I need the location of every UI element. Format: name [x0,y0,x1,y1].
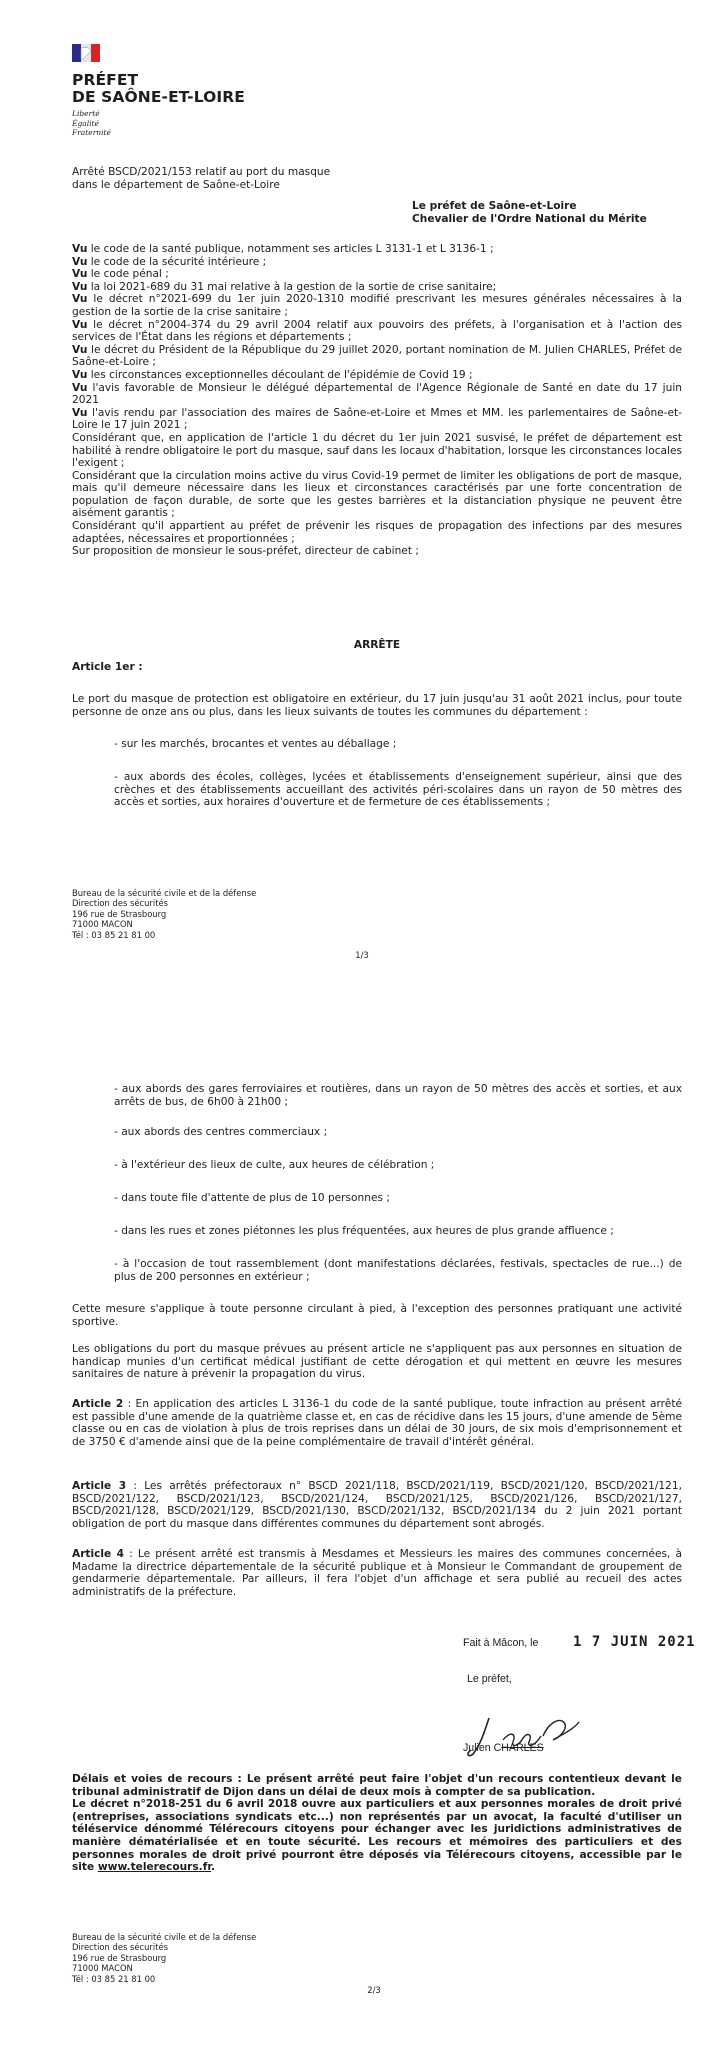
article-1-item-schools: - aux abords des écoles, collèges, lycées et établissements d'enseignement supérieur, ainsi que des crèches et des établissements accueillant des activités péri-scolaires dans un rayon de 50 mètres des accès et sorties, aux horaires d'ouverture et de fermeture de ces établissements ; [114,771,682,809]
visa-text: Considérant que la circulation moins active du virus Covid-19 permet de limiter les obligations de port de masque, mais qu'il demeure nécessaire dans les lieux et circonstances caractérisés par une forte concentration de population de façon durable, de sorte que les gestes barrières et la distanciation physique ne peuvent être aisément garantis ; [72,469,682,520]
devise [72,109,111,138]
visa-item [72,319,682,344]
visa-item [72,369,682,382]
visa-item [72,268,682,281]
article-2-title: Article 2 [72,1398,124,1410]
prefet-heading-line-1: Le préfet de Saône-et-Loire [412,200,577,212]
article-3-title: Article 3 [72,1480,127,1492]
visa-text: l'avis rendu par l'association des maires de Saône-et-Loire et Mmes et MM. les parlementaires de Saône-et-Loire le 17 juin 2021 ; [72,406,682,432]
visa-text: le décret n°2021-699 du 1er juin 2020-1310 modifié prescrivant les mesures générales nécessaires à la gestion de la sortie de la crise sanitaire ; [72,293,682,318]
visa-lead: Vu [72,268,88,281]
article-1-item-markets: - sur les marchés, brocantes et ventes au déballage ; [114,738,397,750]
fait-a: Fait à Mâcon, le [463,1637,539,1649]
recours-paragraph-2 [72,1798,682,1874]
article-3-text: : Les arrêtés préfectoraux n° BSCD 2021/118, BSCD/2021/119, BSCD/2021/120, BSCD/2021/121, BSCD/2021/122, BSCD/2021/123, BSCD/2021/124, BSCD/2021/125, BSCD/2021/126, BSCD/2021/127, BSCD/2021/128, BSCD/2021/129, BSCD/2021/130, BSCD/2021/132, BSCD/2021/134 du 2 juin 2021 portant obligation de port du masque dans différentes communes du département sont abrogés. [72,1480,682,1530]
visa-text: le code pénal ; [87,268,169,281]
footer-line: Tél : 03 85 21 81 00 [72,1973,156,1984]
article-1-item-queues: - dans toute file d'attente de plus de 10 personnes ; [114,1192,390,1204]
article-1-item-shopping: - aux abords des centres commerciaux ; [114,1126,328,1138]
visa-text: l'avis favorable de Monsieur le délégué départemental de l'Agence Régionale de Santé en date du 17 juin 2021 [72,381,682,407]
logo-line-2: DE SAÔNE-ET-LOIRE [72,88,245,106]
visa-text: les circonstances exceptionnelles découlant de l'épidémie de Covid 19 ; [87,368,473,381]
visa-item [72,243,682,256]
article-2 [72,1398,682,1448]
recours-paragraph-2-end: . [211,1861,216,1874]
footer-line: 71000 MACON [72,919,133,930]
visa-item [72,281,682,294]
recours-section [72,1773,682,1874]
footer-line: Direction des sécurités [72,1942,168,1953]
marianne-logo-icon [72,44,100,62]
visa-item [72,293,682,318]
telerecours-link[interactable]: www.telerecours.fr [97,1861,212,1874]
visa-item [72,545,682,558]
visa-lead: Vu [72,293,88,306]
page-number-2: 2/3 [367,1985,381,1995]
devise-liberte: Liberté [72,109,100,118]
arrete-title: ARRÊTE [353,639,401,651]
article-4 [72,1548,682,1598]
article-1-intro: Le port du masque de protection est obligatoire en extérieur, du 17 juin jusqu'au 31 août 2021 inclus, pour toute personne de onze ans ou plus, dans les lieux suivants de toutes les communes du département : [72,693,682,718]
prefet-heading-line-2: Chevalier de l'Ordre National du Mérite [412,212,647,225]
article-1-item-streets: - dans les rues et zones piétonnes les plus fréquentées, aux heures de plus grande affluence ; [114,1225,614,1237]
visa-text: le code de la sécurité intérieure ; [87,255,267,268]
arrete-reference [72,166,392,191]
page-number-1: 1/3 [355,950,369,960]
footer-line: Bureau de la sécurité civile et de la défense [72,888,257,898]
visa-item [72,407,682,432]
footer-address-2 [72,1932,332,1984]
footer-address [72,888,332,940]
devise-egalite: Égalité [72,118,99,128]
footer-line: Tél : 03 85 21 81 00 [72,929,156,940]
visa-text: Sur proposition de monsieur le sous-préfet, directeur de cabinet ; [72,545,419,558]
visa-lead: Vu [72,255,88,268]
article-4-title: Article 4 [72,1548,125,1560]
article-1-scope: Cette mesure s'applique à toute personne circulant à pied, à l'exception des personnes pratiquant une activité sportive. [72,1303,682,1328]
visa-lead: Vu [72,381,88,394]
logo-line-1: PRÉFET [72,71,139,89]
recours-paragraph-2-text: Le décret n°2018-251 du 6 avril 2018 ouvre aux particuliers et aux personnes morales de droit privé (entreprises, associations syndicats etc...) non représentés par un avocat, la faculté d'utiliser un téléservice dénommé Télérecours citoyens pour échanger avec les juridictions administratives de manière dématérialisée et en toute sécurité. Les recours et mémoires des particuliers et des personnes morales de droit privé pourront être déposés via Télérecours citoyens, accessible par le site [72,1798,682,1874]
footer-line: 71000 MACON [72,1963,133,1974]
visa-lead: Vu [72,280,88,293]
visa-item [72,256,682,269]
prefet-heading [412,200,712,225]
visa-lead: Vu [72,368,88,381]
visa-item [72,344,682,369]
visa-item [72,432,682,470]
visa-lead: Vu [72,406,88,419]
visa-lead: Vu [72,343,88,356]
le-prefet: Le préfet, [467,1673,512,1685]
article-4-text: : Le présent arrêté est transmis à Mesdames et Messieurs les maires des communes concernées, à Madame la directrice départementale de la sécurité publique et à Monsieur le Commandant de groupement de gendarmerie départementale. Par ailleurs, il fera l'objet d'un affichage et sera publié au recueil des actes administratifs de la préfecture. [72,1548,682,1598]
reference-line-1: Arrêté BSCD/2021/153 relatif au port du masque [72,166,331,178]
footer-line: Bureau de la sécurité civile et de la défense [72,1932,257,1942]
visas-list [72,243,682,558]
recours-paragraph-1: Délais et voies de recours : Le présent arrêté peut faire l'objet d'un recours contentieux devant le tribunal administratif de Dijon dans un délai de deux mois à compter de sa publication. [72,1773,682,1798]
visa-text: Considérant qu'il appartient au préfet de prévenir les risques de propagation des infections par des mesures adaptées, nécessaires et proportionnées ; [72,520,682,545]
devise-fraternite: Fraternité [72,128,111,137]
visa-item [72,470,682,520]
visa-item [72,382,682,407]
visa-item [72,520,682,545]
footer-line: Direction des sécurités [72,898,168,909]
article-1-item-worship: - à l'extérieur des lieux de culte, aux heures de célébration ; [114,1159,435,1171]
footer-line: 196 rue de Strasbourg [72,1952,167,1963]
footer-line: 196 rue de Strasbourg [72,908,167,919]
visa-text: le code de la santé publique, notamment ses articles L 3131-1 et L 3136-1 ; [87,243,494,255]
visa-text: Considérant que, en application de l'article 1 du décret du 1er juin 2021 susvisé, le préfet de département est habilité à rendre obligatoire le port du masque, sauf dans les locaux d'habitation, lorsque les circonstances locales l'exigent ; [72,431,682,470]
article-3 [72,1480,682,1530]
article-2-text: : En application des articles L 3136-1 du code de la santé publique, toute infraction au présent arrêté est passible d'une amende de la quatrième classe et, en cas de récidive dans les 15 jours, d'une amende de 5ème classe ou en cas de violation à plus de trois reprises dans un délai de 30 jours, de six mois d'emprisonnement et de 3750 € d'amende ainsi que de la peine complémentaire de travail d'intérêt général. [72,1398,682,1448]
date-stamp: 1 7 JUIN 2021 [573,1634,696,1650]
visa-text: la loi 2021-689 du 31 mai relative à la gestion de la sortie de crise sanitaire; [87,280,497,293]
page-1 [0,0,724,1010]
reference-line-2: dans le département de Saône-et-Loire [72,178,280,191]
signatory-name [463,1742,544,1754]
logo-title [72,72,245,106]
visa-lead: Vu [72,318,88,331]
visa-text: le décret du Président de la République du 29 juillet 2020, portant nomination de M. Julien CHARLES, Préfet de Saône-et-Loire ; [72,343,682,369]
article-1-item-stations: - aux abords des gares ferroviaires et routières, dans un rayon de 50 mètres des accès et sorties, et aux arrêts de bus, de 6h00 à 21h00 ; [114,1083,682,1108]
signatory-name-struck: HARLES [501,1742,544,1754]
article-1-exemption: Les obligations du port du masque prévues au présent article ne s'appliquent pas aux personnes en situation de handicap munies d'un certificat médical justifiant de cette dérogation et qui mettent en œuvre les mesures sanitaires de nature à prévenir la propagation du virus. [72,1343,682,1381]
signatory-name-first: Julien C [463,1742,502,1754]
visa-lead: Vu [72,243,88,255]
visa-text: le décret n°2004-374 du 29 avril 2004 relatif aux pouvoirs des préfets, à l'organisation et à l'action des services de l'État dans les régions et départements ; [72,318,682,344]
article-1-title: Article 1er : [72,661,143,673]
article-1-item-gatherings: - à l'occasion de tout rassemblement (dont manifestations déclarées, festivals, spectacles de rue...) de plus de 200 personnes en extérieur ; [114,1258,682,1283]
